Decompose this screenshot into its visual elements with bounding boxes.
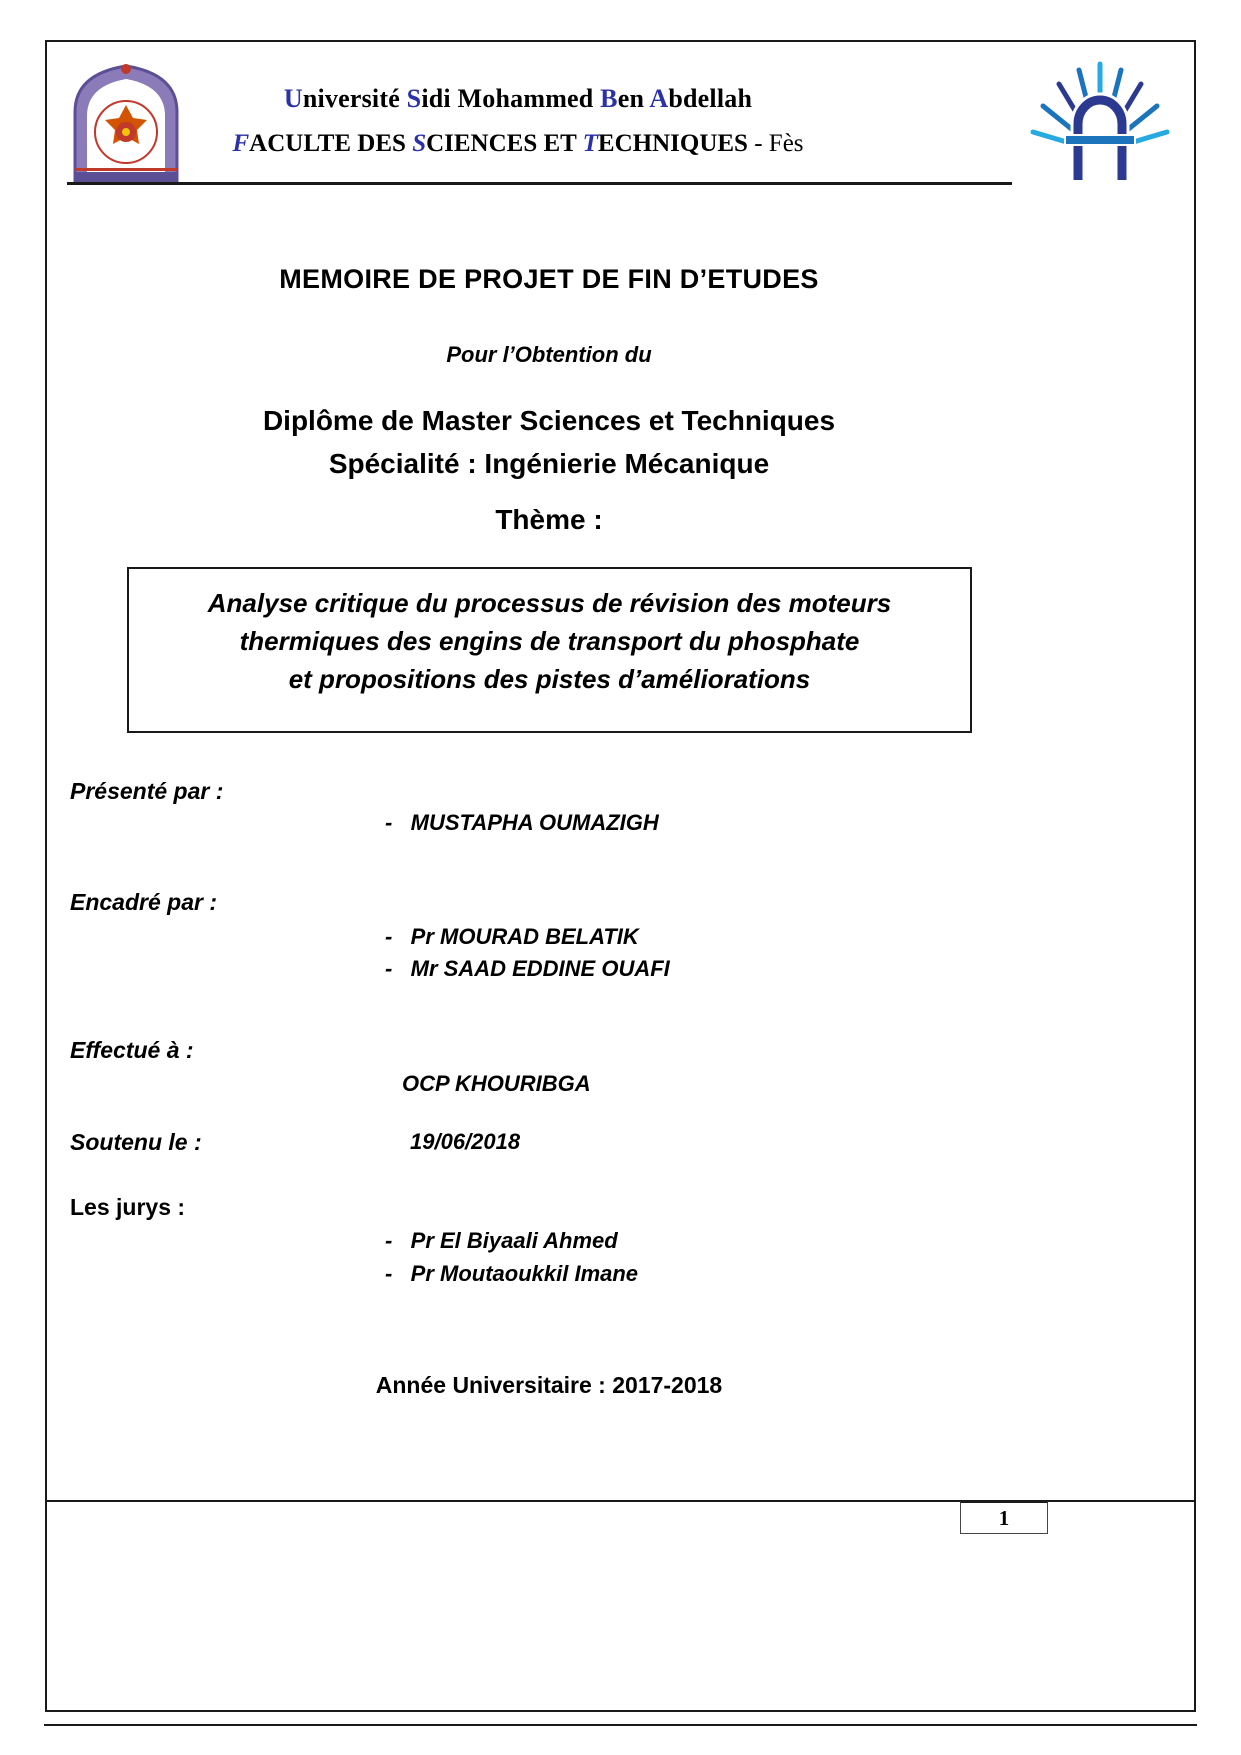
defense-date-label: Soutenu le :: [70, 1129, 202, 1155]
faculty-initial: F: [232, 130, 250, 157]
diploma-line1: Diplôme de Master Sciences et Techniques: [262, 405, 836, 436]
diploma-line2: Spécialité : Ingénierie Mécanique: [328, 448, 770, 479]
document-title: MEMOIRE DE PROJET DE FIN D’ETUDES: [279, 264, 819, 294]
theme-line3: et propositions des pistes d’améliorations: [288, 664, 811, 694]
faculty-name-part: CIENCES ET: [426, 130, 583, 157]
supervised-by-label: Encadré par :: [70, 889, 217, 915]
academic-year: Année Universitaire : 2017-2018: [375, 1372, 723, 1398]
presented-by-label: Présenté par :: [70, 778, 224, 804]
faculty-initial: T: [582, 130, 598, 157]
page-border-frame: [45, 40, 1196, 1712]
university-initial: B: [600, 84, 618, 113]
obtention-subtitle: Pour l’Obtention du: [446, 342, 652, 367]
university-name-part: en: [617, 84, 650, 113]
jury-member-item: - Pr El Biyaali Ahmed: [385, 1228, 618, 1253]
jury-member-item: - Pr Moutaoukkil Imane: [385, 1261, 639, 1286]
theme-line2: thermiques des engins de transport du phosphate: [239, 626, 860, 656]
faculty-name-part: ECHNIQUES: [597, 130, 748, 157]
university-initial: U: [283, 84, 303, 113]
university-initial: A: [649, 84, 669, 113]
theme-line1: Analyse critique du processus de révision des moteurs: [207, 588, 892, 618]
jury-label: Les jurys :: [70, 1194, 186, 1220]
company-name: OCP KHOURIBGA: [402, 1071, 591, 1096]
university-name-part: niversité: [302, 84, 407, 113]
defense-date: 19/06/2018: [410, 1129, 521, 1154]
supervisor-item: - Mr SAAD EDDINE OUAFI: [385, 956, 670, 981]
faculty-initial: S: [412, 130, 427, 157]
theme-label: Thème :: [495, 504, 603, 535]
university-name-part: idi Mohammed: [421, 84, 601, 113]
university-name-part: bdellah: [668, 84, 753, 113]
content-column: [47, 42, 1051, 1710]
faculty-name-part: ACULTE DES: [249, 130, 413, 157]
page-number-badge: 1: [960, 1501, 1048, 1534]
bottom-border-line: [44, 1724, 1197, 1726]
presented-by-item: - MUSTAPHA OUMAZIGH: [385, 810, 659, 835]
faculty-city-suffix: - Fès: [747, 130, 804, 157]
university-initial: S: [406, 84, 422, 113]
diploma-title: [47, 399, 1051, 485]
supervisor-item: - Pr MOURAD BELATIK: [385, 924, 639, 949]
theme-title-box: [127, 567, 972, 733]
carried-out-at-label: Effectué à :: [70, 1037, 194, 1063]
